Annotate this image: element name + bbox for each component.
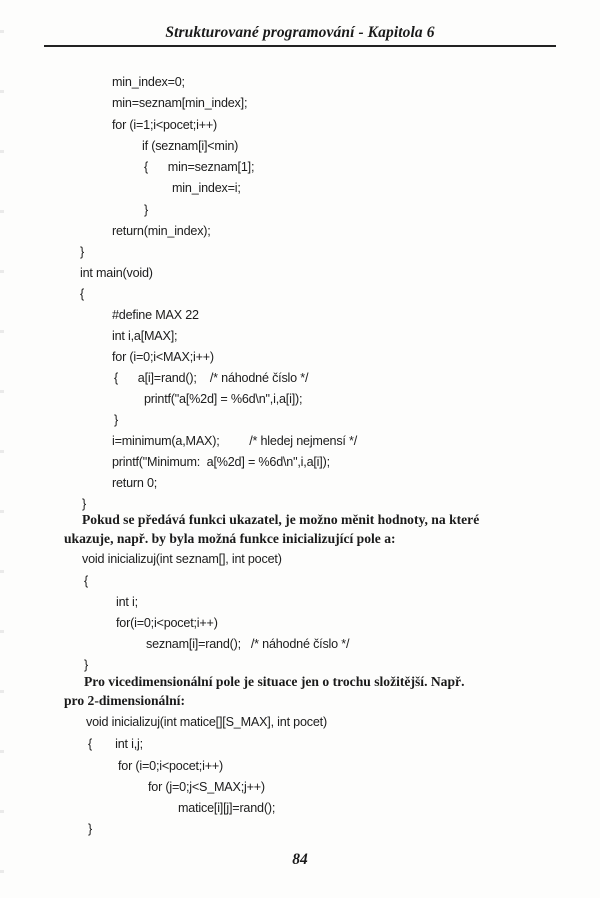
code-line: for (i=1;i<pocet;i++) <box>112 118 218 132</box>
paragraph-line: ukazuje, např. by byla možná funkce inicializující pole a: <box>64 531 396 546</box>
code-line: #define MAX 22 <box>112 308 199 322</box>
code-line: printf("Minimum: a[%2d] = %6d\n",i,a[i]); <box>112 455 330 469</box>
page-number: 84 <box>292 851 308 868</box>
code-line: min_index=i; <box>172 181 241 195</box>
code-line: if (seznam[i]<min) <box>142 139 239 153</box>
paragraph-line: Pro vicedimensionální pole je situace jen o trochu složitější. Např. <box>84 674 465 689</box>
code-line: int i; <box>116 595 138 609</box>
paragraph-line: Pokud se předává funkci ukazatel, je možno měnit hodnoty, na které <box>82 512 480 527</box>
body-paragraph <box>64 672 554 710</box>
code-line: { <box>84 574 89 588</box>
code-line: return(min_index); <box>112 224 211 238</box>
code-line: int i,a[MAX]; <box>112 329 178 343</box>
code-line: } <box>114 413 119 427</box>
code-line: { min=seznam[1]; <box>144 160 255 174</box>
code-line: { int i,j; <box>88 737 143 751</box>
code-line: int main(void) <box>80 266 153 280</box>
body-paragraph <box>64 510 552 548</box>
code-line: return 0; <box>112 476 158 490</box>
code-line: void inicializuj(int seznam[], int pocet) <box>82 552 282 566</box>
code-line: { <box>80 287 85 301</box>
running-header: Strukturované programování - Kapitola 6 <box>165 24 435 41</box>
code-line: printf("a[%2d] = %6d\n",i,a[i]); <box>144 392 303 406</box>
code-line: min=seznam[min_index]; <box>112 96 248 110</box>
header-rule <box>44 45 556 47</box>
code-line: void inicializuj(int matice[][S_MAX], int pocet) <box>86 715 327 729</box>
code-line: for (i=0;i<pocet;i++) <box>118 759 224 773</box>
code-line: seznam[i]=rand(); /* náhodné číslo */ <box>146 637 350 651</box>
paragraph-line: pro 2-dimensionální: <box>64 693 185 708</box>
code-line: { a[i]=rand(); /* náhodné číslo */ <box>114 371 309 385</box>
code-line: } <box>88 822 93 836</box>
code-line: for (j=0;j<S_MAX;j++) <box>148 780 265 794</box>
scan-edge <box>0 0 4 898</box>
code-line: for (i=0;i<MAX;i++) <box>112 350 214 364</box>
code-line: min_index=0; <box>112 75 185 89</box>
code-line: } <box>80 245 85 259</box>
code-line: } <box>84 658 89 672</box>
code-line: i=minimum(a,MAX); /* hledej nejmensí */ <box>112 434 358 448</box>
code-line: matice[i][j]=rand(); <box>178 801 276 815</box>
code-line: } <box>144 203 149 217</box>
code-line: } <box>82 497 87 511</box>
code-line: for(i=0;i<pocet;i++) <box>116 616 218 630</box>
